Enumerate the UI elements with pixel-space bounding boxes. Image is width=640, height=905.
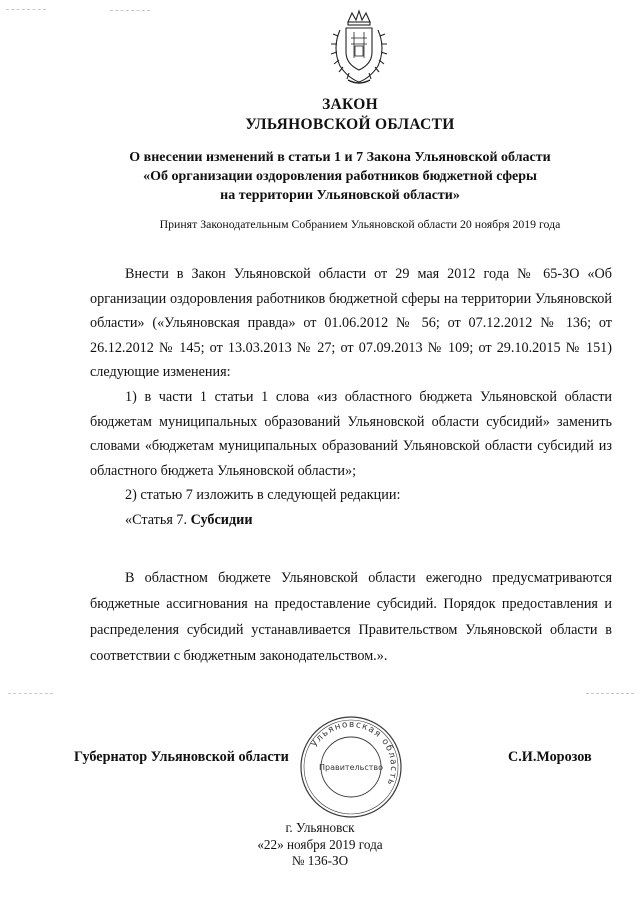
amendment-item-1: 1) в части 1 статьи 1 слова «из областного бюджета Ульяновской области бюджетам муниципальных образований Ульяновской области субсидий» заменить словами «бюджетам муниципальных образований Ульяновской области субсидий из областного бюджета Ульяновской области»;: [90, 388, 612, 479]
adoption-note: Принят Законодательным Собранием Ульяновской области 20 ноября 2019 года: [159, 217, 561, 231]
article-prefix: «Статья 7.: [125, 511, 188, 528]
amendment-item-2: 2) статью 7 изложить в следующей редакции:: [125, 487, 401, 504]
article-heading: [90, 508, 612, 533]
signatory-name: С.И.Морозов: [508, 749, 592, 765]
scan-artifact: [6, 9, 46, 10]
footer-number: № 136-ЗО: [291, 853, 349, 868]
official-stamp: [296, 712, 406, 822]
article-name: Субсидии: [190, 511, 253, 528]
stamp-center-text: Правительство: [319, 763, 383, 772]
article-text: В областном бюджете Ульяновской области ежегодно предусматриваются бюджетные ассигнования на предоставление субсидий. Порядок предоставления и распределения субсидий устанавливается Правительством Ульяновской области в соответствии с бюджетным законодательством.».: [90, 569, 612, 664]
coat-of-arms-icon: [326, 8, 392, 88]
law-subject-line1: О внесении изменений в статьи 1 и 7 Закона Ульяновской области: [129, 150, 551, 165]
scan-artifact: [110, 10, 150, 11]
scan-artifact: [8, 693, 53, 694]
intro-paragraph: Внести в Закон Ульяновской области от 29 мая 2012 года № 65-ЗО «Об организации оздоровления работников бюджетной сферы на территории Ульяновской области» («Ульяновская правда» от 01.06.2012 № 56; от 07.12.2012 № 136; от 26.12.2012 № 145; от 13.03.2013 № 27; от 07.09.2013 № 109; от 29.10.2015 № 151) следующие изменения:: [90, 266, 612, 381]
footer-date: «22» ноября 2019 года: [257, 836, 383, 852]
scan-artifact: [586, 693, 634, 694]
law-subject-line2: «Об организации оздоровления работников бюджетной сферы: [143, 169, 537, 184]
law-footer: [220, 820, 420, 870]
law-body: [90, 262, 612, 669]
law-subject: [90, 148, 590, 205]
signatory-position: Губернатор Ульяновской области: [74, 749, 289, 765]
footer-city: г. Ульяновск: [285, 820, 355, 835]
law-title-line2: УЛЬЯНОВСКОЙ ОБЛАСТИ: [245, 116, 455, 133]
stamp-ring-text: Ульяновская область: [309, 719, 399, 788]
law-subject-line3: на территории Ульяновской области»: [220, 188, 460, 203]
law-title-line1: ЗАКОН: [322, 96, 378, 113]
